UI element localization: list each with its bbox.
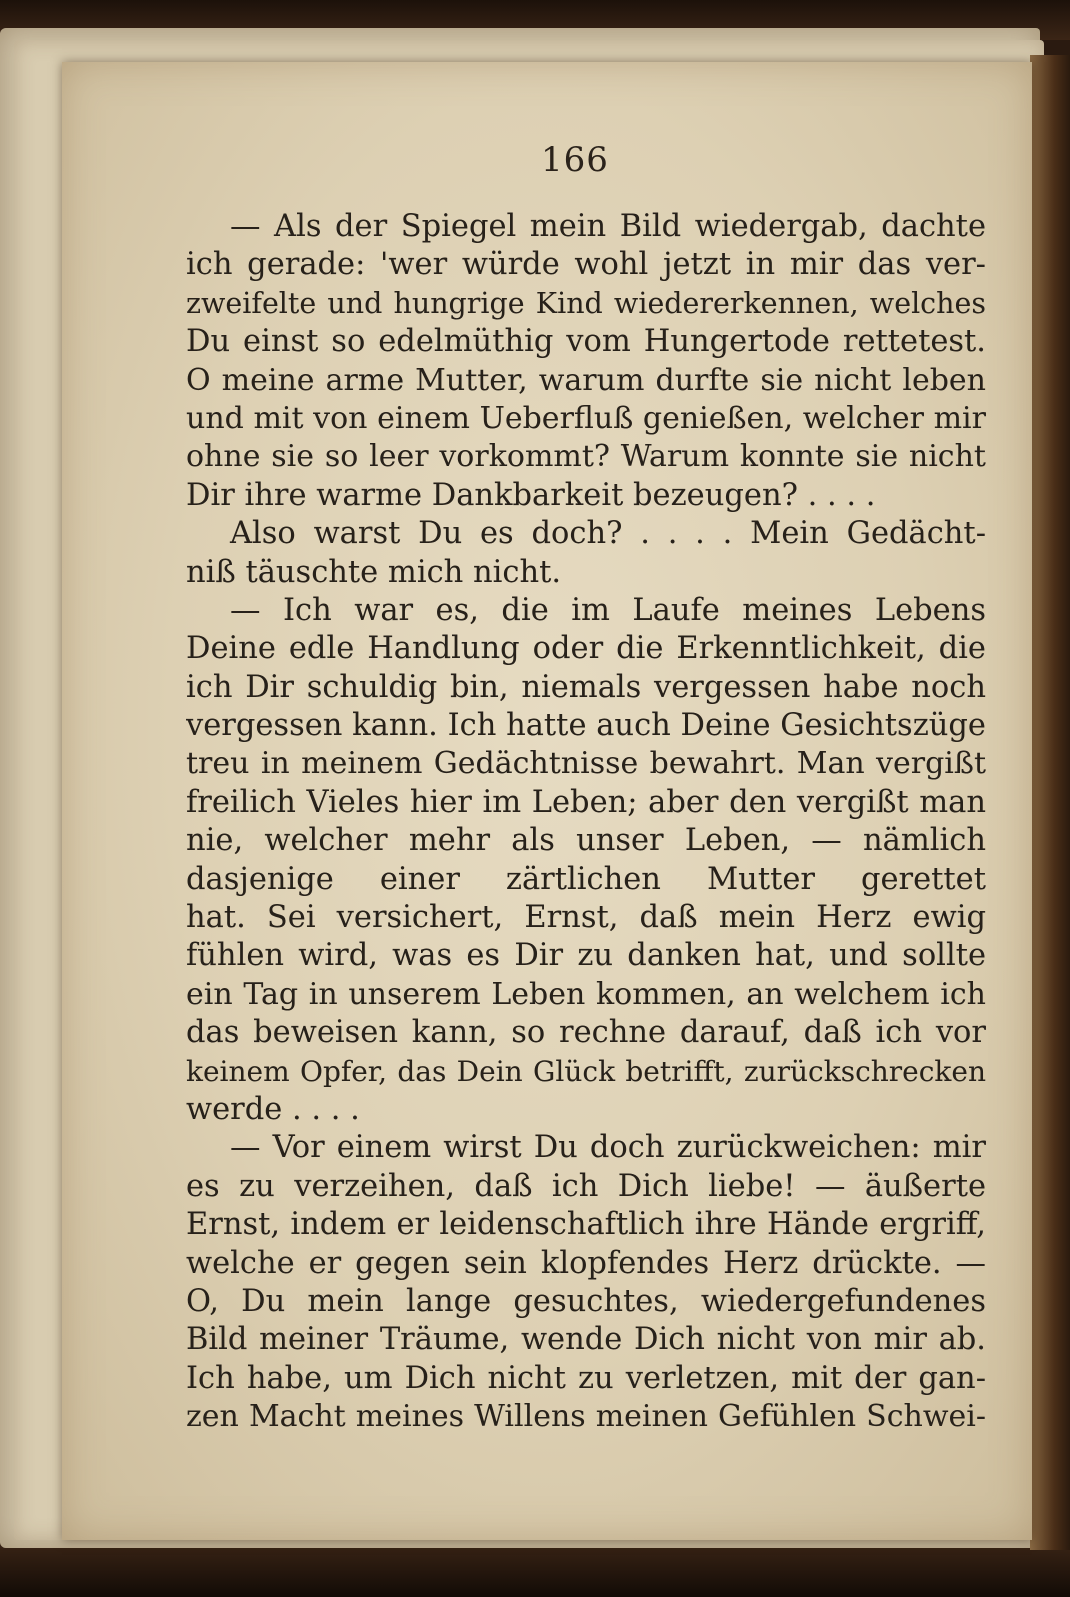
text-line: Ernst, indem er leidenschaftlich ihre Hände ergriff, bbox=[186, 1207, 986, 1243]
text-line: niß täuschte mich nicht. bbox=[186, 554, 562, 590]
text-line: Also warst Du es doch? . . . . Mein Gedächt- bbox=[230, 516, 986, 552]
text-line: Bild meiner Träume, wende Dich nicht von mir ab. bbox=[186, 1322, 986, 1358]
text-line: Dir ihre warme Dankbarkeit bezeugen? . . . . bbox=[186, 477, 876, 513]
text-line: hat. Sei versichert, Ernst, daß mein Herz ewig bbox=[186, 900, 986, 936]
book-binding-gutter bbox=[1030, 55, 1070, 1550]
text-line: es zu verzeihen, daß ich Dich liebe! — äußerte bbox=[186, 1168, 986, 1204]
text-line: Du einst so edelmüthig vom Hungertode rettetest. bbox=[186, 324, 986, 360]
text-line: O meine arme Mutter, warum durfte sie nicht leben bbox=[186, 362, 986, 398]
text-line: zweifelte und hungrige Kind wiedererkennen, welches bbox=[186, 286, 986, 320]
text-line: nie, welcher mehr als unser Leben, — nämlich bbox=[186, 823, 986, 859]
text-line: Ich habe, um Dich nicht zu verletzen, mit der gan- bbox=[186, 1360, 986, 1396]
page-number: 166 bbox=[541, 140, 609, 180]
text-line: und mit von einem Ueberfluß genießen, welcher mir bbox=[186, 400, 986, 436]
text-line: — Als der Spiegel mein Bild wiedergab, dachte bbox=[230, 209, 986, 244]
body-text bbox=[186, 208, 986, 1437]
text-line: dasjenige einer zärtlichen Mutter gerettet bbox=[186, 861, 986, 897]
text-line: keinem Opfer, das Dein Glück betrifft, zurückschrecken bbox=[186, 1054, 986, 1088]
text-line: freilich Vieles hier im Leben; aber den vergißt man bbox=[186, 784, 986, 820]
text-line: ohne sie so leer vorkommt? Warum konnte sie nicht bbox=[186, 439, 986, 475]
text-line: vergessen kann. Ich hatte auch Deine Gesichtszüge bbox=[186, 708, 986, 744]
text-line: Deine edle Handlung oder die Erkenntlichkeit, die bbox=[186, 631, 986, 667]
text-line: zen Macht meines Willens meinen Gefühlen Schwei- bbox=[186, 1399, 986, 1435]
backdrop-bottom bbox=[0, 1540, 1070, 1597]
text-line: das beweisen kann, so rechne darauf, daß ich vor bbox=[186, 1015, 986, 1051]
text-line: — Ich war es, die im Laufe meines Lebens bbox=[230, 592, 986, 628]
text-line: O, Du mein lange gesuchtes, wiedergefundenes bbox=[186, 1283, 986, 1319]
text-line: welche er gegen sein klopfendes Herz drückte. — bbox=[186, 1245, 986, 1281]
text-line: treu in meinem Gedächtnisse bewahrt. Man vergißt bbox=[186, 746, 986, 782]
text-line: ich gerade: 'wer würde wohl jetzt in mir das ver- bbox=[186, 247, 986, 283]
text-line: ein Tag in unserem Leben kommen, an welchem ich bbox=[186, 976, 986, 1012]
text-line: werde . . . . bbox=[186, 1091, 360, 1127]
text-line: fühlen wird, was es Dir zu danken hat, und sollte bbox=[186, 938, 986, 974]
text-line: — Vor einem wirst Du doch zurückweichen: mir bbox=[230, 1130, 986, 1166]
text-line: ich Dir schuldig bin, niemals vergessen habe noch bbox=[186, 669, 986, 705]
